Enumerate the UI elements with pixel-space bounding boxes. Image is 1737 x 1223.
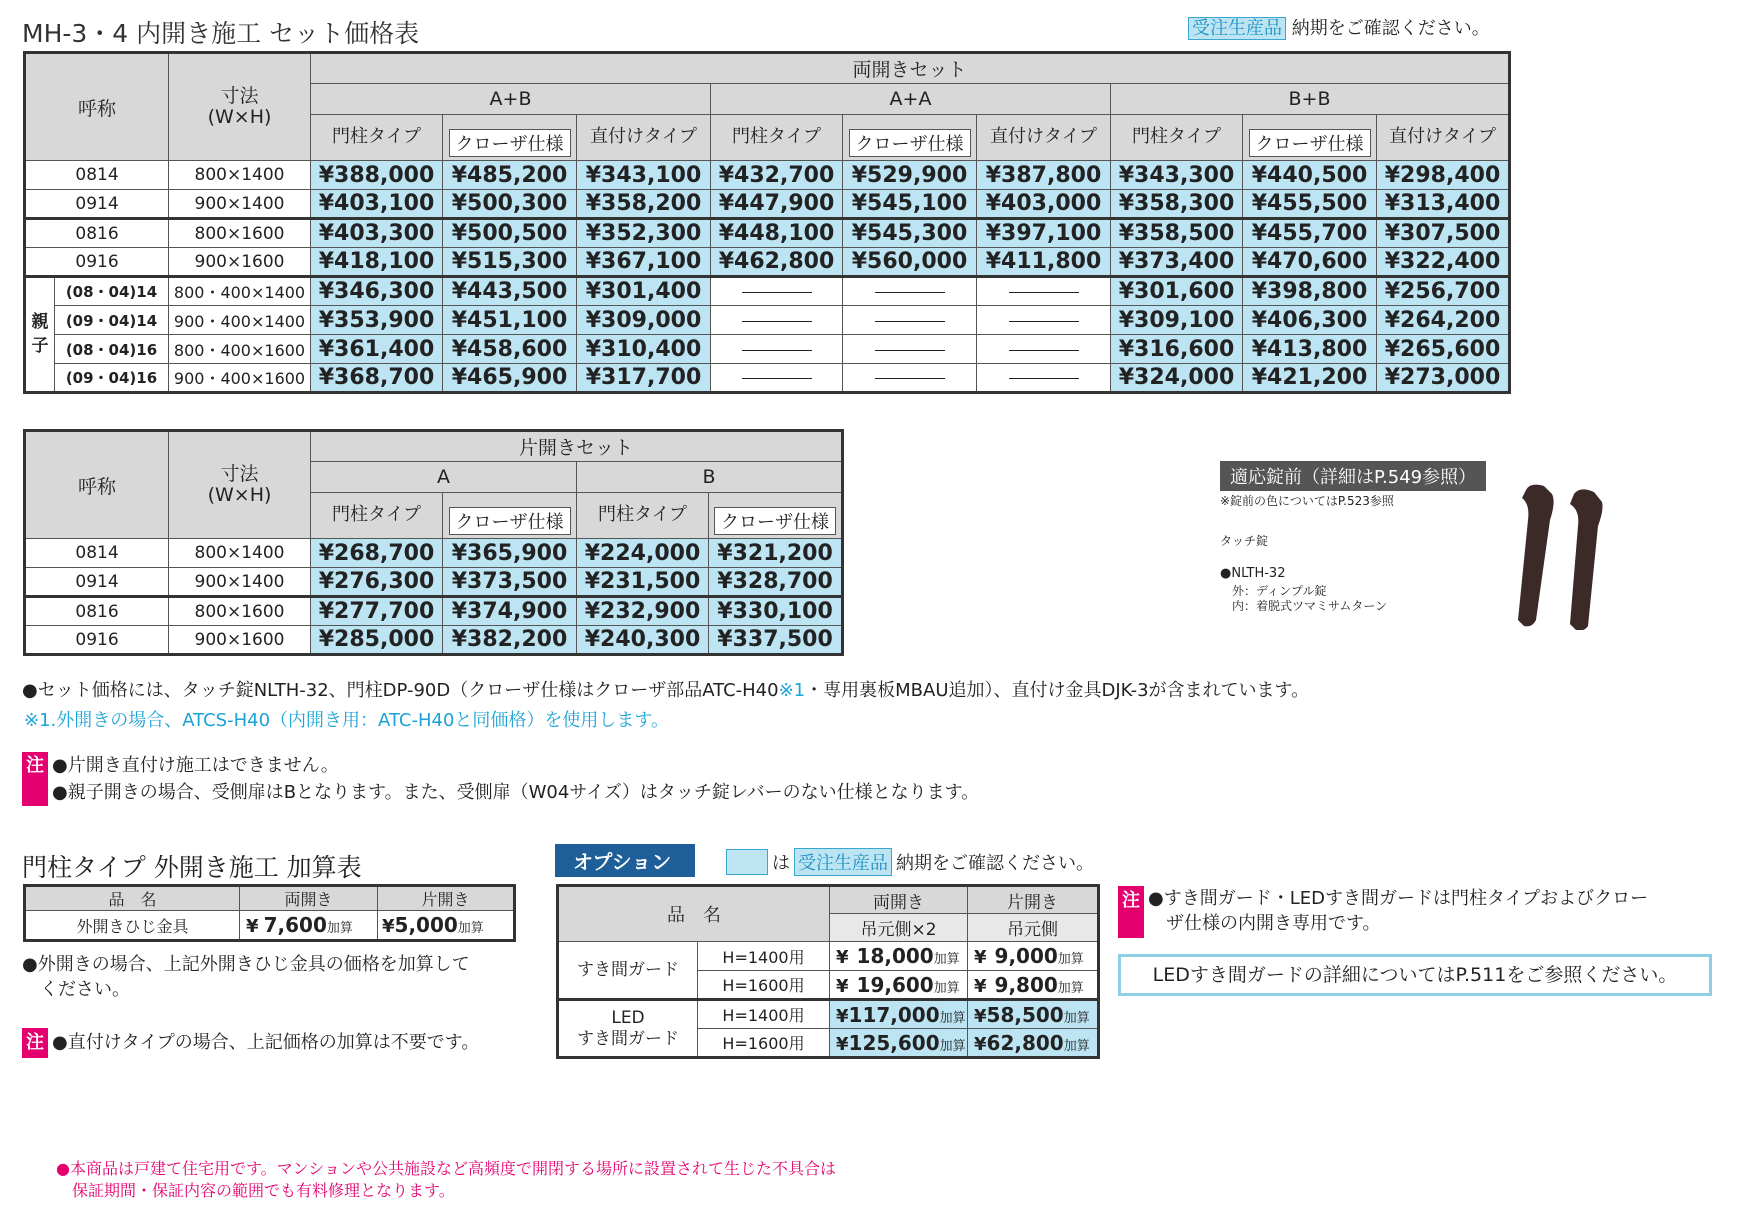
type-label: 直付けタイプ — [589, 125, 698, 147]
row-size: 900×1400 — [169, 190, 311, 219]
lock-color-note: ※錠前の色についてはP.523参照 — [1220, 494, 1394, 508]
price-cell: ¥298,400 — [1377, 161, 1510, 190]
addon-header-single: 片開き — [378, 886, 515, 911]
subgroup-header: A+A — [711, 84, 1111, 115]
lock-name: タッチ錠 — [1220, 534, 1269, 548]
price-cell: ¥337,500 — [709, 626, 843, 655]
price-cell: ¥310,400 — [577, 335, 711, 364]
price-cell: ¥358,300 — [1111, 190, 1243, 219]
price-cell: ¥353,900 — [311, 306, 443, 335]
option-header-double: 両開き — [830, 886, 968, 914]
type-label: 門柱タイプ — [331, 125, 422, 147]
notice-text: 納期をご確認ください。 — [1291, 18, 1490, 39]
price-cell: ¥346,300 — [311, 277, 443, 306]
addon-table — [23, 884, 516, 942]
addon-title: 門柱タイプ 外開き施工 加算表 — [22, 853, 362, 882]
footnote-1: ※1.外開きの場合、ATCS-H40（内開き用：ATC-H40と同価格）を使用します。 — [24, 710, 669, 731]
table-row — [25, 568, 843, 597]
price-cell: ¥277,700 — [311, 597, 443, 626]
price-cell: ¥231,500 — [577, 568, 709, 597]
dash-mark — [875, 292, 945, 293]
addon-item: 外開きひじ金具 — [25, 911, 240, 941]
type-label: 門柱タイプ — [597, 503, 688, 525]
type-label: 直付けタイプ — [1388, 125, 1497, 147]
lock-header: 適応錠前（詳細はP.549参照） — [1220, 461, 1486, 491]
option-price-double: ¥125,600加算 — [830, 1029, 968, 1058]
row-code: 0814 — [25, 539, 169, 568]
made-to-order-badge: 受注生産品 — [1188, 17, 1286, 40]
row-size: 800・400×1400 — [169, 277, 311, 306]
row-code: (08・04)14 — [55, 277, 169, 306]
type-header — [843, 115, 977, 161]
price-cell: ¥455,500 — [1243, 190, 1377, 219]
dash-mark — [1009, 378, 1079, 379]
single-door-price-table — [23, 429, 844, 656]
type-header — [443, 115, 577, 161]
row-size: 800・400×1600 — [169, 335, 311, 364]
type-label: 門柱タイプ — [1131, 125, 1222, 147]
price-cell: ¥403,100 — [311, 190, 443, 219]
price-cell: ¥455,700 — [1243, 219, 1377, 248]
price-cell: ¥500,500 — [443, 219, 577, 248]
row-code: 0814 — [25, 161, 169, 190]
price-cell: ¥545,300 — [843, 219, 977, 248]
row-size: 800×1600 — [169, 219, 311, 248]
na-cell — [843, 364, 977, 393]
price-cell: ¥413,800 — [1243, 335, 1377, 364]
price-cell: ¥265,600 — [1377, 335, 1510, 364]
option-subheader-single: 吊元側 — [968, 914, 1099, 942]
na-cell — [977, 335, 1111, 364]
price-cell: ¥382,200 — [443, 626, 577, 655]
table-row — [25, 364, 1510, 393]
option-price-double: ¥ 19,600加算 — [830, 971, 968, 1000]
subgroup-header: A — [311, 462, 577, 493]
row-size: 800×1600 — [169, 597, 311, 626]
row-code: (09・04)14 — [55, 306, 169, 335]
price-cell: ¥403,000 — [977, 190, 1111, 219]
table-row — [25, 335, 1510, 364]
type-label: クローザ仕様 — [849, 129, 971, 157]
row-size: 900・400×1600 — [169, 364, 311, 393]
caution-block — [22, 752, 979, 806]
na-cell — [977, 364, 1111, 393]
option-height: H=1600用 — [698, 1029, 830, 1058]
price-cell: ¥361,400 — [311, 335, 443, 364]
subgroup-header: A+B — [311, 84, 711, 115]
price-cell: ¥515,300 — [443, 248, 577, 277]
dash-mark — [875, 321, 945, 322]
row-size: 900・400×1400 — [169, 306, 311, 335]
addon-header-name: 品 名 — [25, 886, 240, 911]
price-cell: ¥268,700 — [311, 539, 443, 568]
double-door-price-table — [23, 51, 1511, 394]
price-cell: ¥374,900 — [443, 597, 577, 626]
table-row — [25, 306, 1510, 335]
price-cell: ¥443,500 — [443, 277, 577, 306]
row-code: 0914 — [25, 190, 169, 219]
option-item-name: LED すき間ガード — [558, 1000, 698, 1058]
price-cell: ¥301,600 — [1111, 277, 1243, 306]
price-cell: ¥447,900 — [711, 190, 843, 219]
price-cell: ¥500,300 — [443, 190, 577, 219]
col-size-header: 寸法 (W×H) — [169, 53, 311, 161]
price-cell: ¥240,300 — [577, 626, 709, 655]
na-cell — [711, 277, 843, 306]
table-row — [25, 190, 1510, 219]
type-header — [711, 115, 843, 161]
option-legend: は 受注生産品 納期をご確認ください。 — [726, 848, 1094, 876]
row-code: 0816 — [25, 219, 169, 248]
order-notice — [1188, 14, 1490, 40]
price-cell: ¥309,100 — [1111, 306, 1243, 335]
dash-mark — [742, 350, 812, 351]
row-code: 0916 — [25, 626, 169, 655]
option-price-double: ¥ 18,000加算 — [830, 942, 968, 971]
price-cell: ¥232,900 — [577, 597, 709, 626]
price-cell: ¥313,400 — [1377, 190, 1510, 219]
lock-inner: 内：着脱式ツマミサムターン — [1232, 599, 1388, 613]
table-row — [25, 219, 1510, 248]
price-cell: ¥418,100 — [311, 248, 443, 277]
na-cell — [843, 277, 977, 306]
price-cell: ¥321,200 — [709, 539, 843, 568]
type-header — [977, 115, 1111, 161]
led-guard-info-box: LEDすき間ガードの詳細についてはP.511をご参照ください。 — [1118, 954, 1712, 996]
dash-mark — [1009, 292, 1079, 293]
dash-mark — [1009, 350, 1079, 351]
row-size: 800×1400 — [169, 161, 311, 190]
type-header — [1377, 115, 1510, 161]
dash-mark — [742, 378, 812, 379]
price-cell: ¥317,700 — [577, 364, 711, 393]
option-header-name: 品 名 — [558, 886, 830, 942]
type-label: 直付けタイプ — [989, 125, 1098, 147]
price-cell: ¥264,200 — [1377, 306, 1510, 335]
price-cell: ¥545,100 — [843, 190, 977, 219]
set-price-note — [22, 676, 1309, 702]
addon-caution: 注 ●直付けタイプの場合、上記価格の加算は不要です。 — [22, 1028, 479, 1058]
table-row — [25, 539, 843, 568]
type-header — [577, 115, 711, 161]
type-label: クローザ仕様 — [449, 507, 571, 535]
type-header — [311, 493, 443, 539]
table-row — [25, 597, 843, 626]
option-table — [556, 884, 1100, 1059]
row-code: 0916 — [25, 248, 169, 277]
price-cell: ¥352,300 — [577, 219, 711, 248]
type-header — [311, 115, 443, 161]
footer-note: ●本商品は戸建て住宅用です。マンションや公共施設など高頻度で開閉する場所に設置されて生じた不具合は 保証期間・保証内容の範囲でも有料修理となります。 — [56, 1159, 836, 1200]
price-cell: ¥365,900 — [443, 539, 577, 568]
row-size: 800×1400 — [169, 539, 311, 568]
price-cell: ¥398,800 — [1243, 277, 1377, 306]
row-size: 900×1600 — [169, 248, 311, 277]
price-cell: ¥397,100 — [977, 219, 1111, 248]
na-cell — [711, 306, 843, 335]
caution-1: ●片開き直付け施工はできません。 — [52, 755, 339, 776]
row-code: 0914 — [25, 568, 169, 597]
dash-mark — [875, 350, 945, 351]
price-cell: ¥485,200 — [443, 161, 577, 190]
dash-mark — [1009, 321, 1079, 322]
price-cell: ¥343,100 — [577, 161, 711, 190]
dash-mark — [742, 321, 812, 322]
type-label: 門柱タイプ — [331, 503, 422, 525]
price-cell: ¥406,300 — [1243, 306, 1377, 335]
parent-child-label: 親 子 — [25, 277, 55, 393]
set-price-text-end: ・専用裏板MBAU追加）、直付け金具DJK-3が含まれています。 — [805, 680, 1310, 701]
lock-outer: 外：ディンプル錠 — [1232, 584, 1327, 598]
table-row — [25, 277, 1510, 306]
type-label: クローザ仕様 — [449, 129, 571, 157]
type-label: クローザ仕様 — [714, 507, 836, 535]
price-cell: ¥358,500 — [1111, 219, 1243, 248]
dash-mark — [742, 292, 812, 293]
price-cell: ¥330,100 — [709, 597, 843, 626]
price-cell: ¥358,200 — [577, 190, 711, 219]
price-cell: ¥458,600 — [443, 335, 577, 364]
option-caution: 注 ●すき間ガード・LEDすき間ガードは門柱タイプおよびクロー ザ仕様の内開き専用です。 — [1118, 886, 1648, 938]
option-header-single: 片開き — [968, 886, 1099, 914]
option-height: H=1600用 — [698, 971, 830, 1000]
type-label: クローザ仕様 — [1249, 129, 1371, 157]
price-cell: ¥256,700 — [1377, 277, 1510, 306]
price-cell: ¥328,700 — [709, 568, 843, 597]
na-cell — [843, 335, 977, 364]
group-header: 両開きセット — [311, 53, 1510, 84]
set-price-ref: ※1 — [778, 680, 806, 701]
row-size: 900×1400 — [169, 568, 311, 597]
touch-lock-handle-icon — [1508, 480, 1613, 630]
price-cell: ¥387,800 — [977, 161, 1111, 190]
option-price-single: ¥62,800加算 — [968, 1029, 1099, 1058]
subgroup-header: B+B — [1111, 84, 1510, 115]
price-cell: ¥432,700 — [711, 161, 843, 190]
subgroup-header: B — [577, 462, 843, 493]
addon-single: ¥5,000加算 — [378, 911, 515, 941]
col-name-header: 呼称 — [25, 431, 169, 539]
col-size-header: 寸法 (W×H) — [169, 431, 311, 539]
caution-marker: 注 — [22, 1028, 48, 1058]
table-row — [558, 942, 1099, 971]
option-title: オプション — [555, 844, 695, 877]
addon-note: ●外開きの場合、上記外開きひじ金具の価格を加算して ください。 — [22, 954, 470, 1000]
group-header: 片開きセット — [311, 431, 843, 462]
option-price-single: ¥58,500加算 — [968, 1000, 1099, 1029]
na-cell — [977, 277, 1111, 306]
price-cell: ¥529,900 — [843, 161, 977, 190]
type-label: 門柱タイプ — [731, 125, 822, 147]
option-price-single: ¥ 9,000加算 — [968, 942, 1099, 971]
price-cell: ¥440,500 — [1243, 161, 1377, 190]
price-cell: ¥285,000 — [311, 626, 443, 655]
table-row — [25, 161, 1510, 190]
caution-marker: 注 — [1118, 886, 1144, 938]
option-item-name: すき間ガード — [558, 942, 698, 1000]
made-to-order-badge: 受注生産品 — [794, 848, 892, 876]
price-cell: ¥309,000 — [577, 306, 711, 335]
type-header — [1111, 115, 1243, 161]
price-cell: ¥411,800 — [977, 248, 1111, 277]
page-title: MH-3・4 内開き施工 セット価格表 — [22, 19, 420, 48]
price-cell: ¥322,400 — [1377, 248, 1510, 277]
table-row — [25, 626, 843, 655]
price-cell: ¥451,100 — [443, 306, 577, 335]
na-cell — [977, 306, 1111, 335]
option-price-single: ¥ 9,800加算 — [968, 971, 1099, 1000]
price-cell: ¥307,500 — [1377, 219, 1510, 248]
price-cell: ¥301,400 — [577, 277, 711, 306]
lock-model: ●NLTH-32 — [1220, 566, 1286, 581]
row-code: (09・04)16 — [55, 364, 169, 393]
price-cell: ¥367,100 — [577, 248, 711, 277]
price-cell: ¥421,200 — [1243, 364, 1377, 393]
price-cell: ¥448,100 — [711, 219, 843, 248]
price-cell: ¥462,800 — [711, 248, 843, 277]
caution-2: ●親子開きの場合、受側扉はBとなります。また、受側扉（W04サイズ）はタッチ錠レバーのない仕様となります。 — [52, 782, 980, 803]
option-height: H=1400用 — [698, 1000, 830, 1029]
row-size: 900×1600 — [169, 626, 311, 655]
table-row — [25, 248, 1510, 277]
option-price-double: ¥117,000加算 — [830, 1000, 968, 1029]
price-cell: ¥343,300 — [1111, 161, 1243, 190]
price-cell: ¥224,000 — [577, 539, 709, 568]
addon-header-double: 両開き — [240, 886, 378, 911]
type-header — [443, 493, 577, 539]
addon-double: ¥ 7,600加算 — [240, 911, 378, 941]
price-cell: ¥316,600 — [1111, 335, 1243, 364]
row-code: 0816 — [25, 597, 169, 626]
na-cell — [711, 364, 843, 393]
type-header — [577, 493, 709, 539]
type-header — [709, 493, 843, 539]
table-row — [558, 1000, 1099, 1029]
col-name-header: 呼称 — [25, 53, 169, 161]
option-subheader-double: 吊元側×2 — [830, 914, 968, 942]
price-cell: ¥388,000 — [311, 161, 443, 190]
price-cell: ¥560,000 — [843, 248, 977, 277]
price-cell: ¥373,400 — [1111, 248, 1243, 277]
na-cell — [711, 335, 843, 364]
price-cell: ¥465,900 — [443, 364, 577, 393]
option-height: H=1400用 — [698, 942, 830, 971]
na-cell — [843, 306, 977, 335]
price-cell: ¥470,600 — [1243, 248, 1377, 277]
price-cell: ¥373,500 — [443, 568, 577, 597]
legend-swatch — [726, 849, 768, 875]
type-header — [1243, 115, 1377, 161]
caution-marker: 注 — [22, 752, 48, 806]
price-cell: ¥324,000 — [1111, 364, 1243, 393]
row-code: (08・04)16 — [55, 335, 169, 364]
price-cell: ¥403,300 — [311, 219, 443, 248]
price-cell: ¥273,000 — [1377, 364, 1510, 393]
price-cell: ¥276,300 — [311, 568, 443, 597]
price-cell: ¥368,700 — [311, 364, 443, 393]
dash-mark — [875, 378, 945, 379]
set-price-text: ●セット価格には、タッチ錠NLTH-32、門柱DP-90D（クローザ仕様はクローザ部品ATC-H40 — [22, 680, 779, 701]
